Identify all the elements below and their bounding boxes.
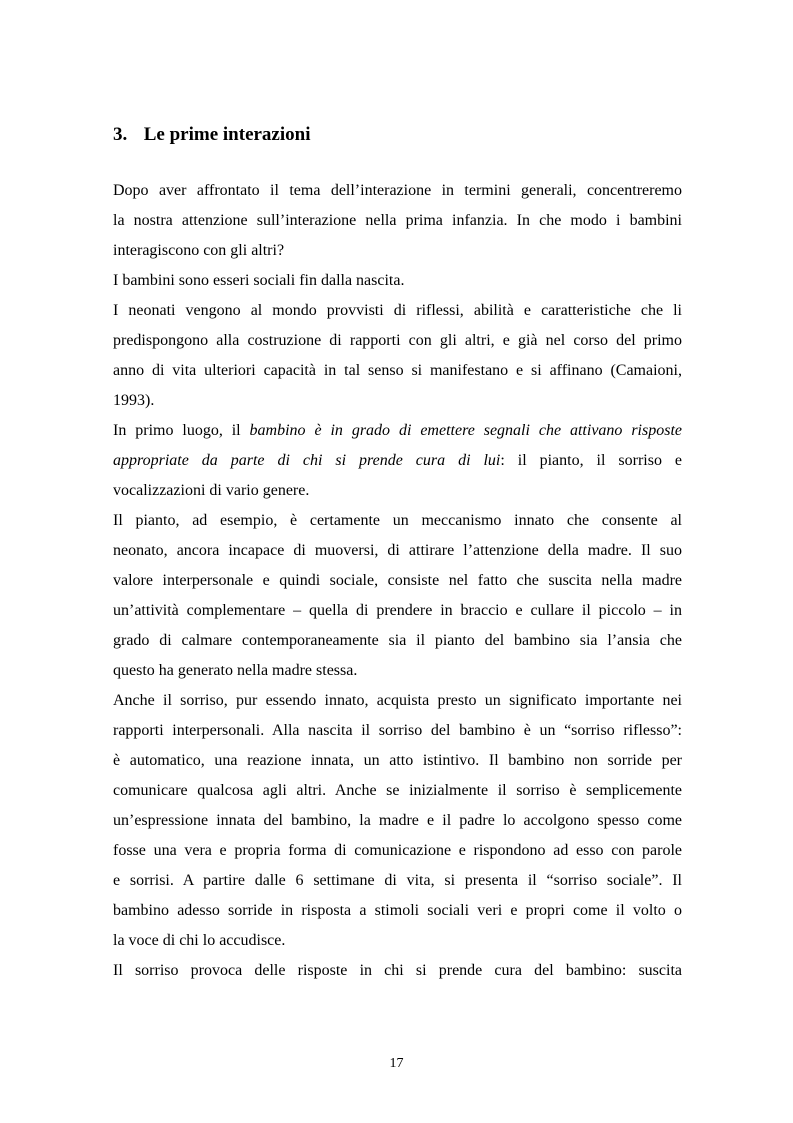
text-line: predispongono alla costruzione di rapporti con gli altri, e già nel corso del primo (113, 332, 682, 349)
text-line (113, 416, 682, 446)
text-line: grado di calmare contemporaneamente sia il pianto del bambino sia l’ansia che (113, 632, 682, 649)
text-line: bambino adesso sorride in risposta a stimoli sociali veri e propri come il volto o (113, 902, 682, 919)
text-line: Il pianto, ad esempio, è certamente un meccanismo innato che consente al (113, 512, 682, 529)
text-line: I neonati vengono al mondo provvisti di riflessi, abilità e caratteristiche che li (113, 302, 682, 319)
text-line: Il sorriso provoca delle risposte in chi si prende cura del bambino: suscita (113, 962, 682, 979)
text-line: è automatico, una reazione innata, un atto istintivo. Il bambino non sorride per (113, 752, 682, 769)
text-line: rapporti interpersonali. Alla nascita il sorriso del bambino è un “sorriso riflesso”: (113, 722, 682, 739)
text-line: la voce di chi lo accudisce. (113, 932, 286, 949)
text-line: e sorrisi. A partire dalle 6 settimane di vita, si presenta il “sorriso sociale”. Il (113, 872, 682, 889)
text-line: 1993). (113, 392, 155, 409)
text-line: I bambini sono esseri sociali fin dalla nascita. (113, 272, 405, 289)
section-title: Le prime interazioni (143, 124, 311, 145)
text-segment: In primo luogo, il (113, 422, 250, 439)
text-segment: : il pianto, il sorriso e (500, 452, 682, 469)
page-number: 17 (389, 1056, 404, 1071)
text-line: anno di vita ulteriori capacità in tal senso si manifestano e si affinano (Camaioni, (113, 362, 682, 379)
text-line: fosse una vera e propria forma di comunicazione e rispondono ad esso con parole (113, 842, 682, 859)
text-line (113, 446, 682, 476)
italic-segment: bambino è in grado di emettere segnali che attivano risposte (249, 422, 682, 439)
text-line: un’attività complementare – quella di prendere in braccio e cullare il piccolo – in (113, 602, 682, 619)
text-line: la nostra attenzione sull’interazione nella prima infanzia. In che modo i bambini (113, 212, 682, 229)
text-line: comunicare qualcosa agli altri. Anche se inizialmente il sorriso è semplicemente (113, 782, 682, 799)
italic-segment: appropriate da parte di chi si prende cura di lui (113, 452, 501, 469)
text-line: vocalizzazioni di vario genere. (113, 482, 310, 499)
text-line: neonato, ancora incapace di muoversi, di attirare l’attenzione della madre. Il suo (113, 542, 682, 559)
text-line: interagiscono con gli altri? (113, 242, 285, 259)
section-heading (113, 121, 311, 149)
text-line: Anche il sorriso, pur essendo innato, acquista presto un significato importante nei (113, 692, 682, 709)
text-line: questo ha generato nella madre stessa. (113, 662, 358, 679)
text-line: un’espressione innata del bambino, la madre e il padre lo accolgono spesso come (113, 812, 682, 829)
text-line: Dopo aver affrontato il tema dell’interazione in termini generali, concentreremo (113, 182, 682, 199)
text-line: valore interpersonale e quindi sociale, consiste nel fatto che suscita nella madre (113, 572, 682, 589)
body-text (113, 176, 682, 986)
section-number: 3. (113, 124, 128, 145)
